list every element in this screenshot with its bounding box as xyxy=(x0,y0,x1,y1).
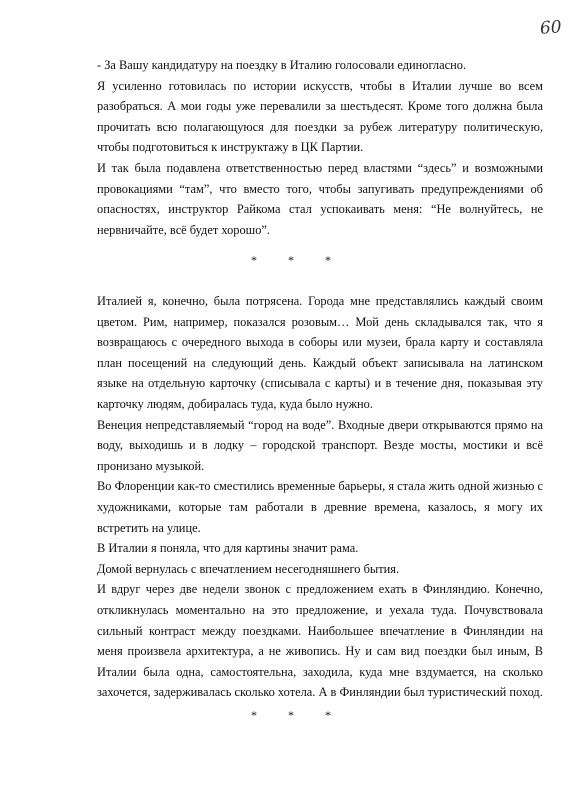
section-italy-preparation xyxy=(97,55,543,240)
paragraph: Я усиленно готовилась по истории искусств, чтобы в Италии лучше во всем разобраться. А мои годы уже перевалили за шестьдесят. Кроме того должна была прочитать всю полагающуюся для поездки за рубеж литературу политическую, чтобы подготовиться к инструктажу в ЦК Партии. xyxy=(97,78,543,155)
paragraph: Домой вернулась с впечатлением несегодняшнего бытия. xyxy=(97,561,400,576)
paragraph: Венеция непредставляемый “город на воде”. Входные двери открываются прямо на воду, выходишь и в лодку – городской транспорт. Везде мосты, мостики и всё пронизано музыкой. xyxy=(97,417,543,473)
paragraph: Италией я, конечно, была потрясена. Города мне представлялись каждый своим цветом. Рим, например, показался розовым… Мой день складывался так, что я возвращаюсь с очередного выхода в соборы или музеи, брала карту и составляла план посещений на следующий день. Каждый объект записывала на латинском языке на отдельную карточку (списывала с карты) и в течение дня, показывая эту карточку людям, добиралась туда, куда было нужно. xyxy=(97,294,543,411)
section-separator: * * * xyxy=(251,708,345,722)
paragraph: И так была подавлена ответственностью перед властями “здесь” и возможными провокациями “там”, что вместо того, чтобы запугивать предупреждениями об опасностях, инструктор Райкома стал успокаивать меня: “Не волнуйтесь, не нервничайте, всё будет хорошо”. xyxy=(97,160,543,237)
paragraph: И вдруг через две недели звонок с предложением ехать в Финляндию. Конечно, откликнулась моментально на это предложение, и уехала туда. Почувствовала сильный контраст между поездками. Наибольшее впечатление в Финляндии на меня произвела архитектура, а не живопись. Ну и сам вид поездки был иным, В Италии была одна, самостоятельна, заходила, куда мне вздумается, на сколько захочется, задерживалась сколько хотела. А в Финляндии был туристический поход. xyxy=(97,582,543,700)
paragraph: В Италии я поняла, что для картины значит рама. xyxy=(97,541,359,556)
page-number: 60 xyxy=(539,17,563,39)
paragraph: - За Вашу кандидатуру на поездку в Италию голосовали единогласно. xyxy=(97,58,467,72)
section-separator: * * * xyxy=(251,253,345,267)
section-italy-finland-trips xyxy=(97,291,543,703)
paragraph: Во Флоренции как-то сместились временные барьеры, я стала жить одной жизнью с художниками, которые там работали в древние времена, казалось, я могу их встретить на улице. xyxy=(97,479,543,535)
